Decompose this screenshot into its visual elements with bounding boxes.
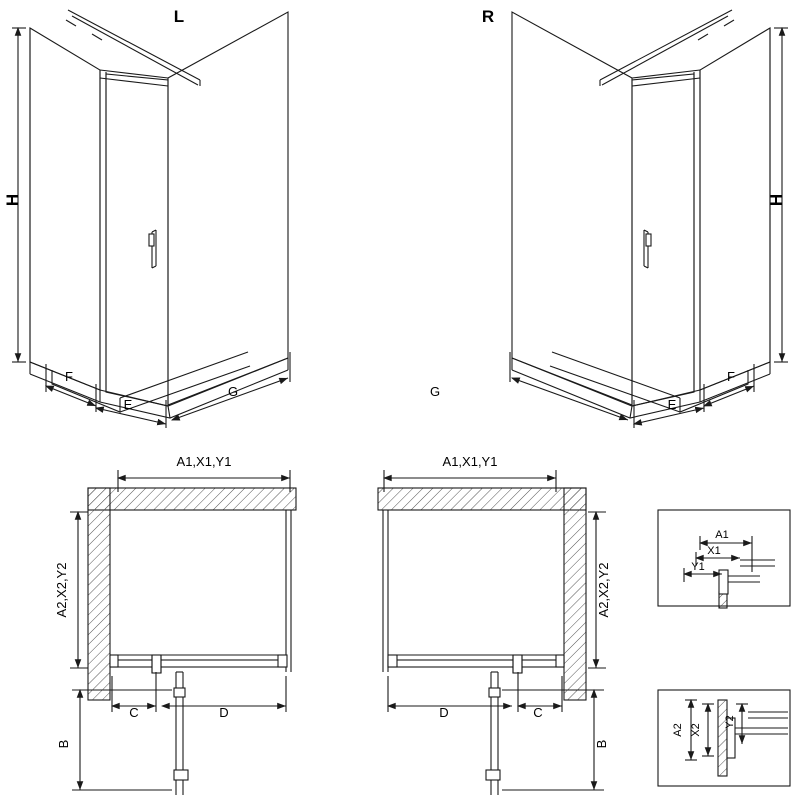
label-handing-left: L — [173, 7, 185, 26]
label-iso-left-f: F — [65, 369, 73, 384]
label-iso-right-f: F — [727, 369, 735, 384]
label-plan-left-side-dim: A2,X2,Y2 — [54, 562, 69, 618]
label-plan-left-c: C — [129, 705, 139, 720]
label-plan-right-top-dim: A1,X1,Y1 — [442, 454, 498, 469]
label-iso-right-e: E — [667, 397, 677, 412]
label-detail-top-x1: X1 — [707, 545, 721, 557]
detail-top — [658, 510, 790, 608]
label-plan-right-c: C — [533, 705, 543, 720]
label-plan-left-b: B — [56, 739, 71, 749]
iso-view-left — [30, 10, 288, 418]
label-detail-bottom-x2: X2 — [690, 723, 702, 737]
detail-bottom — [658, 690, 790, 786]
label-plan-right-b: B — [594, 739, 609, 749]
plan-view-right — [378, 488, 586, 795]
label-iso-left-e: E — [123, 397, 133, 412]
label-plan-right-d: D — [439, 705, 449, 720]
label-height-left: H — [3, 193, 22, 207]
plan-view-left — [88, 488, 296, 795]
label-plan-left-top-dim: A1,X1,Y1 — [176, 454, 232, 469]
label-detail-bottom-y2: Y2 — [724, 715, 736, 729]
label-detail-top-y1: Y1 — [691, 561, 705, 573]
label-height-right: H — [767, 193, 786, 207]
label-detail-bottom-a2: A2 — [672, 723, 684, 737]
label-handing-right: R — [481, 7, 495, 26]
iso-view-right — [512, 10, 770, 418]
label-plan-left-d: D — [219, 705, 229, 720]
label-iso-right-g: G — [429, 384, 441, 399]
label-iso-left-g: G — [227, 384, 239, 399]
label-detail-top-a1: A1 — [715, 529, 729, 541]
label-plan-right-side-dim: A2,X2,Y2 — [596, 562, 611, 618]
